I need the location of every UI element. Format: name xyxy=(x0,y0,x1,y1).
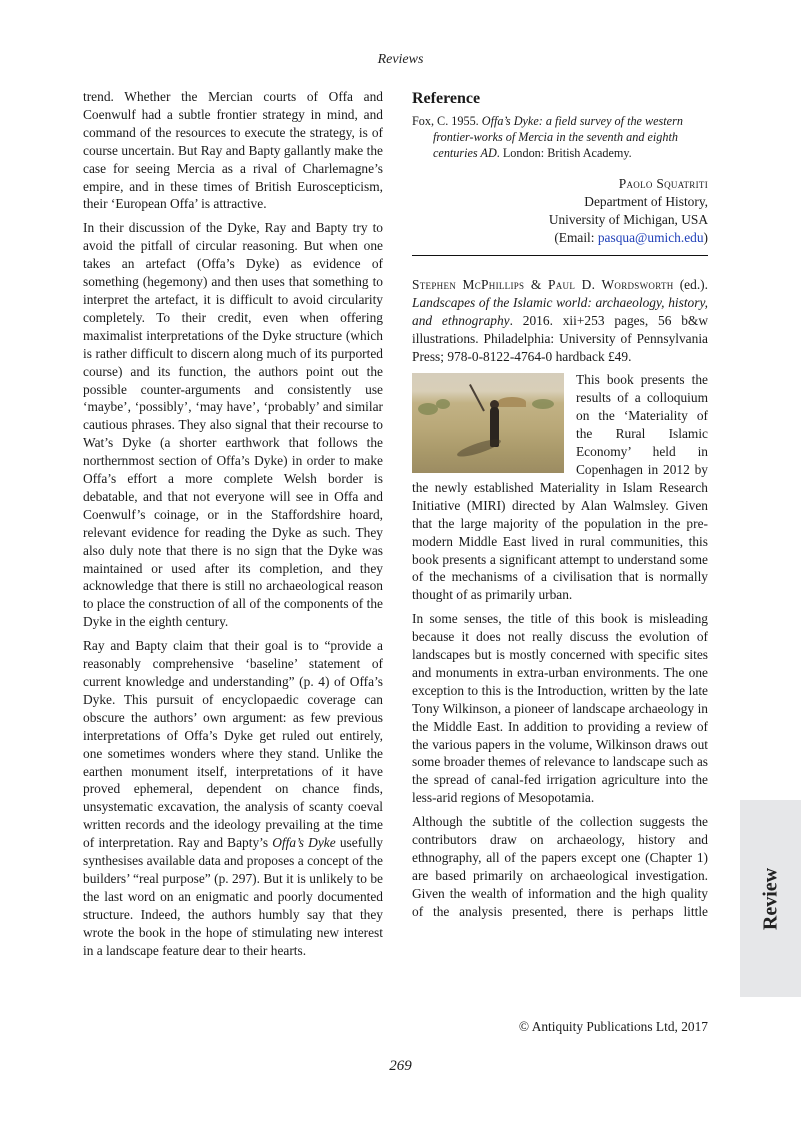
reference-publisher: . London: British Academy. xyxy=(496,145,632,160)
left-paragraph-3 xyxy=(83,637,383,959)
book-review-paragraph-3: Although the subtitle of the collection suggests the contributors draw on archaeology, history and ethnography, all of the papers except one (Chapter 1) are based primarily on archaeological investigation. Given the wealth of information and the high quality of the analysis presented, there is perhaps little xyxy=(412,814,708,919)
book-editors: Stephen McPhillips & Paul D. Wordsworth xyxy=(412,276,674,292)
reference-entry xyxy=(412,114,708,161)
page-number: 269 xyxy=(389,1058,412,1074)
reviewer-name: Paolo Squatriti xyxy=(618,176,708,192)
copyright-notice: © Antiquity Publications Ltd, 2017 xyxy=(518,1019,708,1034)
book-details: . 2016. xii+253 pages, 56 b&w illustrations. Philadelphia: University of Pennsylvania Press; 978-0-8122-4764-0 hardback £49. xyxy=(412,312,709,364)
right-column xyxy=(412,88,708,927)
left-column xyxy=(83,88,383,966)
left-paragraph-3-text: Ray and Bapty claim that their goal is to “provide a reasonably comprehensive ‘baseline’ statement of current knowledge and understanding” (p. 4) of Offa’s Dyke. This pursuit of encyclopaedic coverage can obscure the authors’ own argument: as few previous interpretations of Offa’s Dyke get ruled out entirely, one sometimes wonders where they stand. Unlike the earthen monument itself, interpretations of it have proved ephemeral, dependent on chance finds, unsystematic excavation, the analysis of scanty coeval written records and the ideology prevailing at the time of interpretation. xyxy=(83,638,383,851)
side-tab-label: Review xyxy=(759,867,781,930)
email-suffix: ) xyxy=(703,230,708,246)
section-side-tab xyxy=(740,800,801,997)
book-citation xyxy=(412,276,708,366)
section-divider xyxy=(412,255,708,256)
book-cover-figure xyxy=(412,373,564,473)
reviewer-email-line xyxy=(412,229,708,247)
left-paragraph-1: trend. Whether the Mercian courts of Offa and Coenwulf had a subtle frontier strategy in mind, and command of the resources to execute the strategy, is of course uncertain. But Ray and Bapty gallantly make the case for seeing Mercia as a rival of Charlemagne’s empire, and in these times of British Euroscepticism, their ‘European Offa’ is attractive. xyxy=(83,89,383,212)
reviewer-email-link[interactable]: pasqua@umich.edu xyxy=(597,230,704,246)
reviewer-institution: University of Michigan, USA xyxy=(548,212,708,228)
book-review-paragraph-2: In some senses, the title of this book is misleading because it does not really discuss the evolution of landscapes but is mostly concerned with specific sites and monuments in extra-urban environments. The one exception to this is the Introduction, written by the late Tony Wilkinson, a pioneer of landscape archaeology in the Middle East. In addition to providing a review of the various papers in the volume, Wilkinson draws out some broader themes of relevance to landscape such as the spread of canal-fed irrigation agriculture into the less-arid regions of Mesopotamia. xyxy=(412,611,708,806)
reference-title: Offa’s Dyke: a field survey of the western frontier-works of Mercia in the seventh and eighth centuries AD xyxy=(433,113,683,160)
reference-heading: Reference xyxy=(412,90,481,107)
reviewer-department: Department of History, xyxy=(584,194,708,210)
landscape-photo xyxy=(412,373,564,473)
book-title-offas-dyke: Offa’s Dyke xyxy=(272,835,336,851)
book-title: Landscapes of the Islamic world: archaeology, history, and ethnography xyxy=(412,294,708,328)
email-prefix: (Email: xyxy=(554,230,598,246)
left-paragraph-3-tail: usefully synthesises available data and proposes a concept of the builders’ “real purpose” (p. 297). But it is unlikely to be the last word on an enigmatic and poorly documented structure. Indeed, the authors humbly say that they wrote the book in the hope of stimulating new interest in a landscape feature dear to their hearts. xyxy=(83,835,383,958)
book-review-paragraph-1: This book presents the results of a colloquium on the ‘Materiality of the Rural Islamic Economy’ held in Copenhagen in 2012 by the newly established Materiality in Islam Research Initiative (MIRI) directed by Alan Walmsley. Given that the large majority of the population in the pre-modern Middle East lived in rural communities, this book presents a significant attempt to understand some of the mechanisms of a civilisation that is normally thought of as primarily urban. xyxy=(412,372,708,603)
reference-author-year: Fox, C. 1955. xyxy=(412,113,482,128)
reviewer-signature xyxy=(412,175,708,247)
running-head: Reviews xyxy=(377,52,424,67)
book-ed-label: (ed.). xyxy=(673,276,708,292)
left-paragraph-3-lead: Ray and Bapty’s xyxy=(173,835,273,851)
left-paragraph-2: In their discussion of the Dyke, Ray and Bapty try to avoid the pitfall of circular reasoning. But when one takes an artefact (Offa’s Dyke) as evidence of something (hegemony) and then uses that something to interpret the artefact, it is difficult to avoid circularity completely. To their credit, even when offering maximalist interpretations of the Dyke structure (which is rather difficult to discern along much of its purported course) and its function, the authors point out the possible counter-arguments and consistently use ‘maybe’, ‘possibly’, ‘may have’, ‘probably’ and similar cautious phrases. They also signal that their recourse to Wat’s Dyke (a shorter earthwork that follows the northernmost section of Offa’s Dyke) in order to make Offa’s effort a more complete Welsh border is debatable, and that not everyone will see in Offa and Coenwulf’s coinage, or in the Staffordshire hoard, relevant evidence for reading the Dyke as such. They also duly note that there is no sign that the Dyke was maintained or used after its completion, and they acknowledge that there is still no archaeological reason to place the construction of all of the components of the Dyke in the eighth century. xyxy=(83,220,383,630)
